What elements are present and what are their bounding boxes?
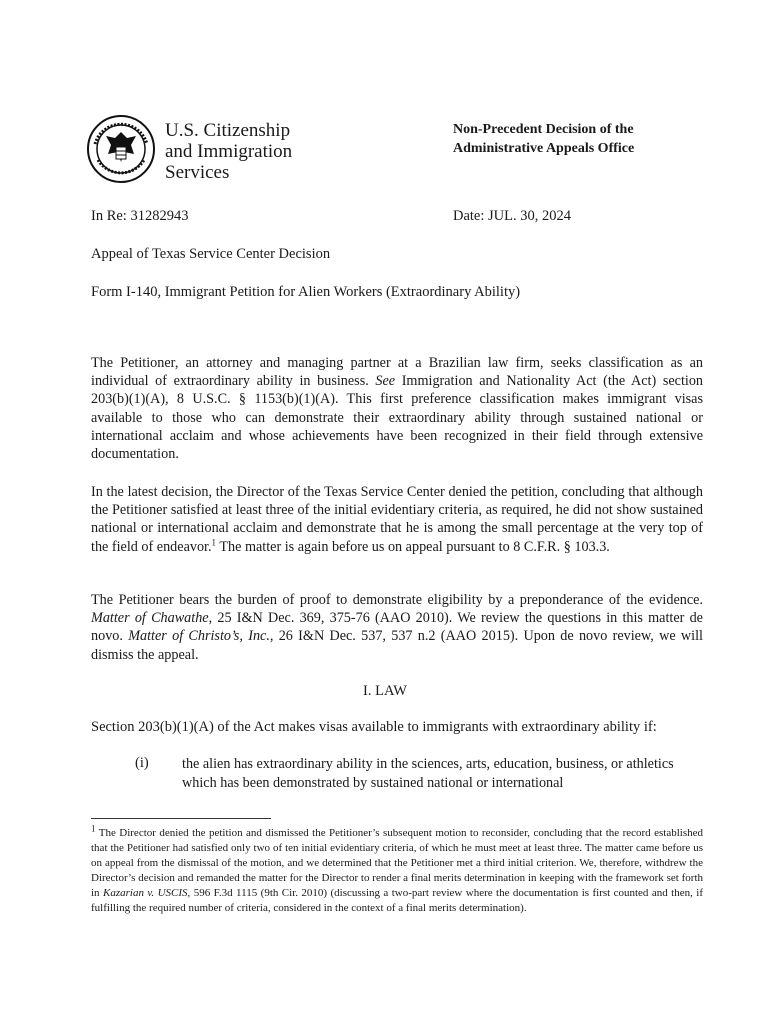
p2-text-b: The matter is again before us on appeal pursuant to 8 C.F.R. § 103.3.: [216, 538, 610, 555]
p2-text-a: In the latest decision, the Director of the Texas Service Center denied the petition, concluding that although the Petitioner satisfied at least three of the initial evidentiary criteria, as required, he did not show sustained national or international acclaim and demonstrate that he is among the small percentage at the very top of the field of endeavor.: [91, 484, 703, 555]
p3-text-c: , 26 I&N Dec. 537, 537 n.2 (AAO 2015). Upon de novo review, we will dismiss the appeal.: [91, 628, 703, 663]
p1-see: See: [375, 373, 396, 390]
paragraph-1: [91, 354, 703, 463]
paragraph-3: [91, 591, 703, 664]
paragraph-4: Section 203(b)(1)(A) of the Act makes visas available to immigrants with extraordinary ability if:: [91, 719, 657, 735]
decision-type: [453, 120, 634, 158]
appeal-line: Appeal of Texas Service Center Decision: [91, 246, 331, 262]
paragraph-2: [91, 483, 703, 556]
agency-name: [165, 120, 292, 183]
case-number: In Re: 31282943: [91, 208, 189, 224]
p3-case-1: Matter of Chawathe: [91, 610, 209, 627]
p3-text-b: , 25 I&N Dec. 369, 375-76 (AAO 2010). We review the questions in this matter de novo.: [91, 610, 703, 645]
p1-text-a: The Petitioner, an attorney and managing partner at a Brazilian law firm, seeks classification as an individual of extraordinary ability in business.: [91, 355, 703, 390]
dhs-seal-icon: [86, 114, 156, 184]
decision-line-2: Administrative Appeals Office: [453, 141, 635, 156]
p3-text-a: The Petitioner bears the burden of proof to demonstrate eligibility by a preponderance of the evidence.: [91, 592, 703, 608]
footnote-text-a: The Director denied the petition and dismissed the Petitioner’s subsequent motion to reconsider, concluding that the record established that the Petitioner had satisfied only two of ten initial evidentiary criteria, of which he must meet at least three. The matter came before us on appeal from the dismissal of the motion, and we determined that the Petitioner met a third initial criterion. We, therefore, withdrew the Director’s decision and remanded the matter for the Director to render a final merits determination in keeping with the framework set forth in: [91, 827, 703, 899]
footnote-text-b: , 596 F.3d 1115 (9th Cir. 2010) (discussing a two-part review where the documentation is first counted and then, if fulfilling the required number of criteria, considered in the context of a final merits determination).: [91, 887, 703, 914]
list-item-number: (i): [135, 755, 149, 771]
p3-case-2: Matter of Christo’s, Inc.: [128, 628, 270, 645]
agency-line-2: and Immigration: [165, 141, 293, 162]
footnote-divider: [91, 818, 271, 819]
p1-text-b: Immigration and Nationality Act (the Act) section 203(b)(1)(A), 8 U.S.C. § 1153(b)(1)(A). This first preference classification makes immigrant visas available to those who can demonstrate their extraordinary ability through sustained national or international acclaim and whose achievements have been recognized in their field through extensive documentation.: [91, 373, 704, 463]
form-line: Form I-140, Immigrant Petition for Alien Workers (Extraordinary Ability): [91, 284, 521, 300]
footnote-number: 1: [91, 823, 96, 834]
list-item-text: the alien has extraordinary ability in the sciences, arts, education, business, or athletics which has been demonstrated by sustained national or international: [182, 756, 674, 791]
agency-line-3: Services: [165, 162, 230, 183]
footnote-case: Kazarian v. USCIS: [102, 887, 188, 899]
agency-line-1: U.S. Citizenship: [165, 120, 291, 141]
decision-line-1: Non-Precedent Decision of the: [453, 122, 634, 137]
decision-date: Date: JUL. 30, 2024: [453, 208, 571, 224]
footnote: [91, 823, 703, 916]
footnote-ref[interactable]: 1: [211, 536, 217, 547]
section-heading: I. LAW: [363, 683, 407, 699]
